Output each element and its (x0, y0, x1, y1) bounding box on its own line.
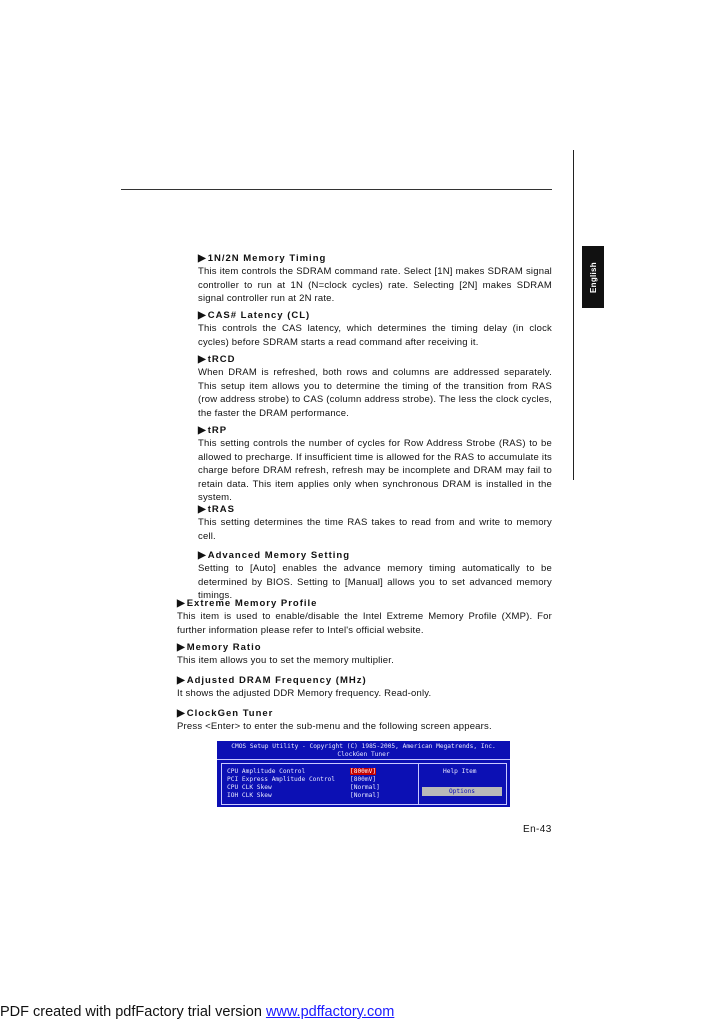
subsection-body: This controls the CAS latency, which determines the timing delay (in clock cycles) before SDRAM starts a read command after receiving it. (198, 323, 552, 348)
bios-divider (418, 763, 419, 805)
side-rule (573, 150, 574, 480)
subsection-title: ▶ tRCD (198, 354, 236, 365)
page-number: En-43 (523, 824, 552, 835)
bios-row-label: PCI Express Amplitude Control (227, 776, 336, 783)
subsection-body: Setting to [Auto] enables the advance memory timing automatically to be determined by BIOS. Setting to [Manual] allows you to set advanced memory timings. (198, 563, 552, 602)
subsection-cas-latency (198, 309, 552, 349)
arrow-right-icon: ▶ (177, 598, 185, 609)
section-body: Press <Enter> to enter the sub-menu and the following screen appears. (177, 721, 492, 732)
bios-separator (217, 759, 510, 760)
footer-link[interactable]: www.pdffactory.com (265, 1004, 395, 1020)
arrow-right-icon: ▶ (198, 310, 206, 321)
bios-row-value[interactable]: [Normal] (350, 792, 380, 799)
bios-row-label: CPU CLK Skew (227, 784, 272, 791)
subsection-title: ▶ 1N/2N Memory Timing (198, 253, 327, 264)
subsection-title: ▶ CAS# Latency (CL) (198, 310, 311, 321)
section-title: ▶ Adjusted DRAM Frequency (MHz) (177, 675, 367, 686)
section-body: It shows the adjusted DDR Memory frequency. Read-only. (177, 688, 432, 699)
subsection-body: This item controls the SDRAM command rate. Select [1N] makes SDRAM signal controller to run at 1N (N=clock cycles) rate. Selecting [2N] makes SDRAM signal controller run at 2N rate. (198, 266, 552, 305)
bios-row-label: IOH CLK Skew (227, 792, 272, 799)
subsection-tras (198, 503, 552, 543)
language-tab-label: English (588, 261, 598, 293)
arrow-right-icon: ▶ (177, 708, 185, 719)
subsection-title: ▶ tRAS (198, 504, 235, 515)
subsection-trcd (198, 353, 552, 420)
subsection-advanced-memory-setting (198, 549, 552, 603)
section-clockgen-tuner (177, 707, 552, 734)
arrow-right-icon: ▶ (198, 550, 206, 561)
bios-title: CMOS Setup Utility - Copyright (C) 1985-2005, American Megatrends, Inc. (231, 743, 496, 750)
arrow-right-icon: ▶ (198, 425, 206, 436)
arrow-right-icon: ▶ (177, 642, 185, 653)
pdf-footer (0, 1004, 394, 1020)
subsection-body: This setting determines the time RAS takes to read from and write to memory cell. (198, 517, 552, 542)
section-extreme-memory-profile (177, 597, 552, 637)
section-title: ▶ ClockGen Tuner (177, 708, 274, 719)
subsection-1n2n-memory-timing (198, 252, 552, 306)
language-tab (582, 246, 604, 308)
section-adjusted-dram-frequency (177, 674, 552, 701)
subsection-trp (198, 424, 552, 505)
bios-row-value[interactable]: [800mV] (350, 776, 377, 783)
subsection-body: When DRAM is refreshed, both rows and columns are addressed separately. This setup item allows you to determine the timing of the transition from RAS (row address strobe) to CAS (column address strobe). The less the clock cycles, the faster the DRAM performance. (198, 367, 552, 419)
bios-row-value[interactable]: [Normal] (350, 784, 380, 791)
bios-options-bar: Options (422, 787, 502, 796)
bios-row-value[interactable]: [800mV] (350, 768, 377, 775)
bios-help-title: Help Item (443, 768, 477, 775)
section-title: ▶ Extreme Memory Profile (177, 598, 318, 609)
section-body: This item allows you to set the memory multiplier. (177, 655, 394, 666)
section-memory-ratio (177, 641, 552, 668)
section-body: This item is used to enable/disable the Intel Extreme Memory Profile (XMP). For further information please refer to Intel's official website. (177, 611, 552, 636)
bios-screenshot (217, 741, 510, 807)
footer-text: PDF created with pdfFactory trial version (0, 1004, 266, 1020)
arrow-right-icon: ▶ (198, 253, 206, 264)
arrow-right-icon: ▶ (198, 504, 206, 515)
section-title: ▶ Memory Ratio (177, 642, 262, 653)
subsection-body: This setting controls the number of cycles for Row Address Strobe (RAS) to be allowed to precharge. If insufficient time is allowed for the RAS to accumulate its charge before DRAM refresh, refresh may be incomplete and DRAM may fail to retain data. This item applies only when synchronous DRAM is installed in the system. (198, 438, 552, 504)
bios-subtitle: ClockGen Tuner (337, 751, 390, 758)
subsection-title: ▶ tRP (198, 425, 228, 436)
top-rule (121, 189, 552, 190)
arrow-right-icon: ▶ (177, 675, 185, 686)
bios-row-label: CPU Amplitude Control (227, 768, 306, 775)
subsection-title: ▶ Advanced Memory Setting (198, 550, 351, 561)
arrow-right-icon: ▶ (198, 354, 206, 365)
